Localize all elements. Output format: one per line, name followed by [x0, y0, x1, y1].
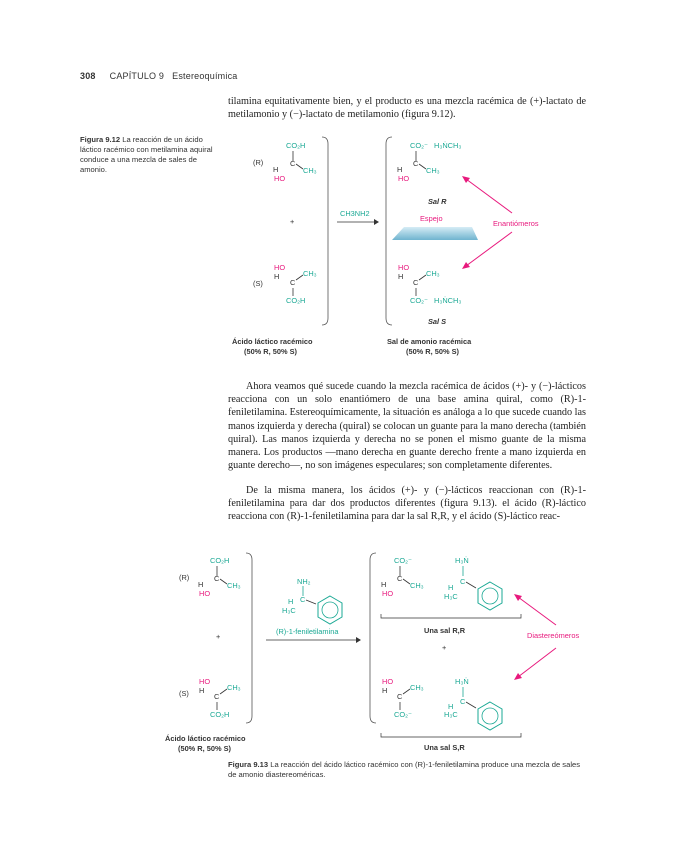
enantiomers-label: Enantiómeros [493, 219, 539, 228]
svg-text:C: C [460, 577, 466, 586]
salt-s-label: Sal S [428, 317, 447, 326]
caption-text: La reacción de un ácido láctico racémico con metilamina aquiral conduce a una mezcla de sales de amonio. [80, 135, 213, 174]
svg-text:CO₂⁻: CO₂⁻ [394, 710, 412, 719]
svg-text:H₃C: H₃C [282, 606, 296, 615]
plus-sign-2: + [216, 632, 221, 641]
svg-text:CH₃: CH₃ [410, 581, 424, 590]
left-bracket-2 [246, 553, 252, 723]
svg-text:CO₂H: CO₂H [210, 710, 230, 719]
right-label-line2: (50% R, 50% S) [406, 347, 459, 356]
svg-text:HO: HO [398, 263, 410, 272]
page-number: 308 [80, 71, 96, 81]
svg-text:CO₂H: CO₂H [286, 141, 306, 150]
mirror-label: Espejo [420, 214, 443, 223]
svg-text:C: C [460, 697, 466, 706]
svg-text:H₃C: H₃C [444, 592, 458, 601]
svg-text:CO₂⁻: CO₂⁻ [410, 141, 428, 150]
label-r-2: (R) [179, 573, 190, 582]
figure-9-13-caption [228, 760, 588, 780]
svg-text:CH₃: CH₃ [303, 269, 317, 278]
caption-label-2: Figura 9.13 [228, 760, 269, 769]
svg-text:H₃Ṅ: H₃Ṅ [455, 556, 469, 565]
svg-text:CH₃: CH₃ [303, 166, 317, 175]
svg-text:C: C [290, 159, 296, 168]
plus-sign-3: + [442, 643, 447, 652]
svg-text:NH₂: NH₂ [297, 577, 311, 586]
svg-text:H: H [398, 272, 404, 281]
svg-text:CH₃: CH₃ [426, 269, 440, 278]
svg-text:H: H [274, 272, 280, 281]
svg-text:C: C [397, 692, 403, 701]
label-s: (S) [253, 279, 263, 288]
svg-text:CO₂⁻: CO₂⁻ [394, 556, 412, 565]
svg-text:HO: HO [274, 263, 286, 272]
svg-text:HO: HO [382, 677, 394, 686]
label-s-2: (S) [179, 689, 189, 698]
sr-salt [382, 677, 502, 730]
svg-text:HO: HO [199, 589, 211, 598]
svg-text:CO₂⁻: CO₂⁻ [410, 296, 428, 305]
svg-text:C: C [214, 692, 220, 701]
svg-text:HO: HO [382, 589, 394, 598]
chapter-title: Estereoquímica [172, 71, 238, 81]
caption-text-2: La reacción del ácido láctico racémico con (R)-1-feniletilamina produce una mezcla de sales de amonio diastereoméricas. [228, 760, 581, 779]
svg-text:HO: HO [398, 174, 410, 183]
svg-text:H₃Ṅ: H₃Ṅ [455, 677, 469, 686]
svg-text:C: C [397, 574, 403, 583]
svg-text:H: H [273, 165, 279, 174]
left-label-line1: Ácido láctico racémico [232, 337, 313, 346]
chapter-label: CAPÍTULO 9 [109, 71, 165, 81]
reagent: CH3NH2 [340, 209, 370, 218]
svg-text:H: H [198, 580, 204, 589]
svg-text:H: H [397, 165, 403, 174]
right-label-line1: Sal de amonio racémica [387, 337, 472, 346]
left-label-line2: (50% R, 50% S) [244, 347, 297, 356]
svg-text:H₃ṄCH₃: H₃ṄCH₃ [434, 141, 462, 150]
diastereomers-label: Diastereómeros [527, 631, 580, 640]
plus-sign: + [290, 217, 295, 226]
svg-text:HO: HO [274, 174, 286, 183]
svg-text:H: H [381, 580, 387, 589]
svg-text:CH₃: CH₃ [227, 581, 241, 590]
svg-text:C: C [413, 159, 419, 168]
salt-sr-label: Una sal S,R [424, 743, 465, 752]
rr-salt [381, 556, 502, 610]
svg-text:H: H [288, 597, 294, 606]
svg-text:H: H [448, 702, 454, 711]
reagent-2: (R)-1-feniletilamina [276, 627, 339, 636]
svg-text:H₃C: H₃C [444, 710, 458, 719]
svg-text:H: H [448, 583, 454, 592]
right-bracket-2 [370, 553, 376, 723]
left-label-2-line1: Ácido láctico racémico [165, 734, 246, 743]
svg-text:H₃ṄCH₃: H₃ṄCH₃ [434, 296, 462, 305]
svg-text:CO₂H: CO₂H [286, 296, 306, 305]
svg-text:H: H [382, 686, 388, 695]
r-lactic-acid-2 [198, 556, 241, 598]
svg-text:C: C [413, 278, 419, 287]
paragraph-2: Ahora veamos qué sucede cuando la mezcla racémica de ácidos (+)- y (−)-lácticos reacciona con un solo enantiómero de una base amina quiral, como (R)-1-feniletilamina. Estereoquímicamente, la situación es análoga a lo que sucede cuando las manos izquierda y derecha (quiral) se colocan un guante para la mano derecha (también quiral). Las manos izquierda y derecha no se ponen el mismo guante de la misma manera. Los productos —mano derecha en guante derecho frente a mano izquierda en guante derecho—, no son imágenes especulares; son completamente diferentes. [228, 381, 586, 472]
paragraph-1: tilamina equitativamente bien, y el producto es una mezcla racémica de (+)-lactato de metilamonio y (−)-lactato de metilamonio (figura 9.12). [228, 96, 586, 121]
paragraph-3: De la misma manera, los ácidos (+)- y (−)-lácticos reaccionan con (R)-1-feniletilamina para dar dos productos diferentes (figura 9.13). el ácido (R)-láctico reacciona con (R)-1-feniletilamina para dar la sal R,R, y el ácido (S)-láctico reac- [228, 485, 586, 523]
label-r: (R) [253, 158, 264, 167]
svg-text:C: C [300, 595, 306, 604]
svg-text:H: H [199, 686, 205, 695]
caption-label: Figura 9.12 [80, 135, 121, 144]
svg-text:CH₃: CH₃ [227, 683, 241, 692]
svg-text:HO: HO [199, 677, 211, 686]
svg-text:C: C [290, 278, 296, 287]
left-label-2-line2: (50% R, 50% S) [178, 744, 231, 753]
salt-rr-label: Una sal R,R [424, 626, 466, 635]
phenylethylamine [282, 577, 342, 624]
svg-text:CH₃: CH₃ [410, 683, 424, 692]
svg-text:CH₃: CH₃ [426, 166, 440, 175]
salt-r-label: Sal R [428, 197, 447, 206]
s-lactic-acid-2 [199, 677, 241, 719]
svg-text:C: C [214, 574, 220, 583]
svg-text:CO₂H: CO₂H [210, 556, 230, 565]
